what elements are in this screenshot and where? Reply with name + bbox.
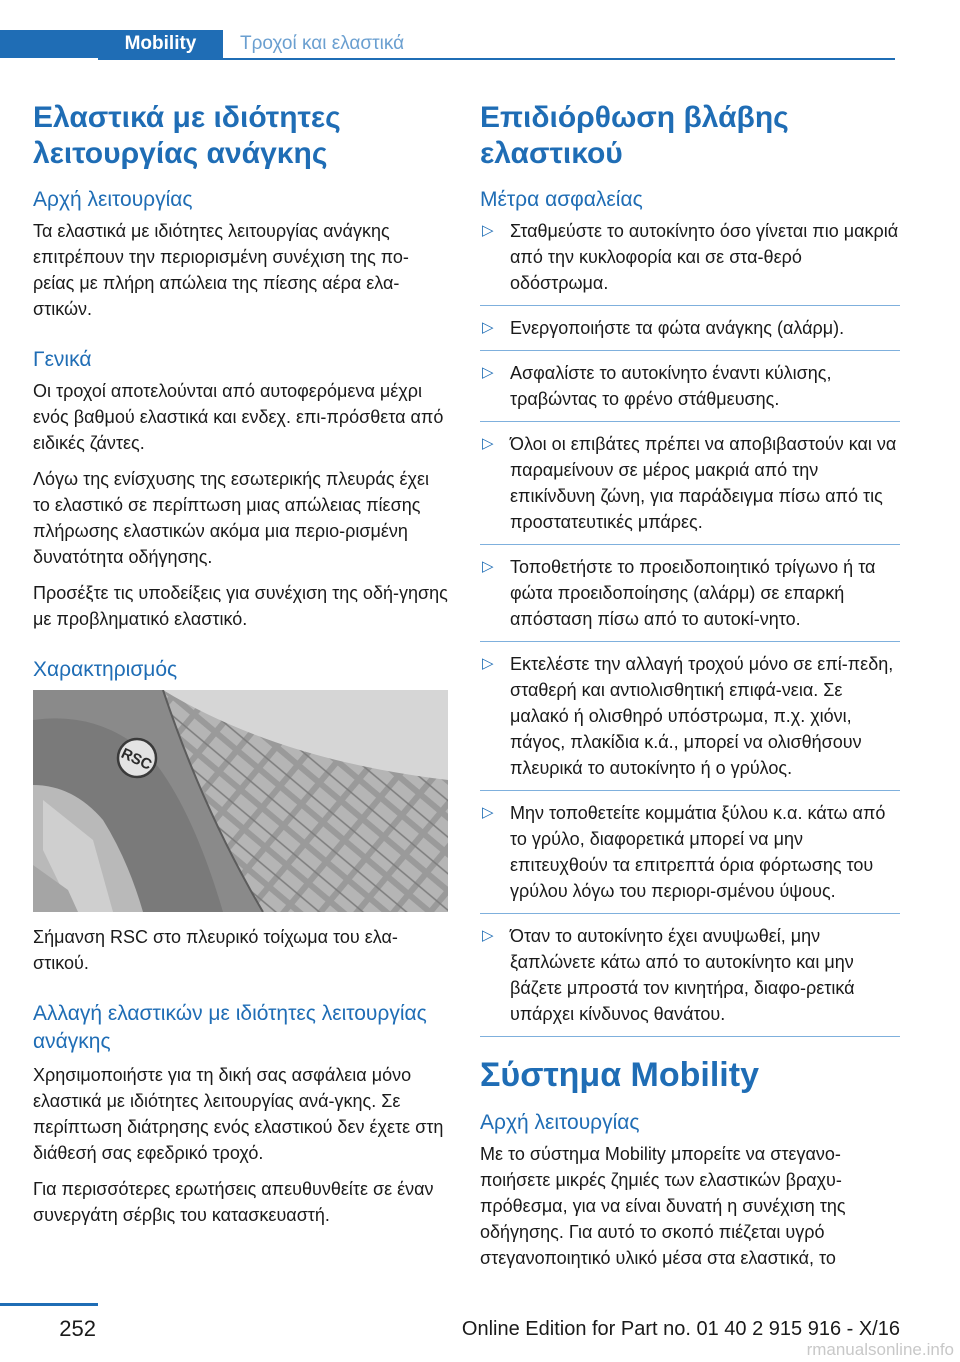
mobility-text: Με το σύστημα Mobility μπορείτε να στεγανο-ποιήσετε μικρές ζημιές των ελαστικών βραχυ-πρόθεσμα, για να είναι δυνατή η συνέχιση της οδήγησης. Για αυτό το σκοπό πιέζεται υγρό στεγανοποιητικό υλικό μέσα στα ελαστικά, το	[480, 1144, 846, 1268]
run-flat-title: Ελαστικά με ιδιότητες λειτουργίας ανάγκης	[33, 101, 341, 170]
list-item: ▷ Ενεργοποιήστε τα φώτα ανάγκης (αλάρμ).	[480, 315, 900, 351]
bullet-arrow-icon: ▷	[482, 558, 494, 575]
header-section-title: Τροχοί και ελαστικά	[240, 33, 405, 54]
general-text-3: Προσέξτε τις υποδείξεις για συνέχιση της οδή-γησης με προβληματικό ελαστικό.	[33, 583, 448, 629]
header-rule	[98, 58, 895, 60]
principle-text: Τα ελαστικά με ιδιότητες λειτουργίας ανάγκης επιτρέπουν την περιορισμένη συνέχιση της πο-ρείας με πλήρη απώλεια της πίεσης αέρα ελα-στικών.	[33, 221, 409, 319]
footer-watermark: rmanualsonline.info	[806, 1340, 954, 1359]
bullet-arrow-icon: ▷	[482, 927, 494, 944]
general-text-2: Λόγω της ενίσχυσης της εσωτερικής πλευράς έχει το ελαστικό σε περίπτωση μιας απώλειας πίεσης πλήρωσης ελαστικών ακόμα μια περιο-ρισμένη δυνατότητα οδήγησης.	[33, 469, 429, 567]
footer-rule	[0, 1303, 98, 1306]
left-column	[33, 100, 448, 1238]
safety-list	[480, 218, 900, 1037]
tire-change-text-1: Χρησιμοποιήστε για τη δική σας ασφάλεια μόνο ελαστικά με ιδιότητες λειτουργίας ανά-γκης. Σε περίπτωση διάτρησης ενός ελαστικού δεν έχετε στη διάθεσή σας εφεδρικό τροχό.	[33, 1065, 444, 1163]
list-item: ▷ Εκτελέστε την αλλαγή τροχού μόνο σε επί-πεδη, σταθερή και αντιολισθητική επιφά-νεια. Σε μαλακό ή ολισθηρό υπόστρωμα, π.χ. χιόνι, πάγος, πλακίδια κ.ά., μπορεί να ολισθήσουν πλευρικά το αυτοκίνητο ή ο γρύλος.	[480, 651, 900, 791]
rsc-badge-text: RSC	[118, 744, 155, 774]
list-item: ▷ Μην τοποθετείτε κομμάτια ξύλου κ.α. κάτω από το γρύλο, διαφορετικά μπορεί να μην επιτευχθούν τα επιτρεπτά όρια φόρτωσης του γρύλου λόγω του περιορι-σμένου ύψους.	[480, 800, 900, 914]
marking-heading: Χαρακτηρισμός	[33, 658, 178, 681]
bullet-arrow-icon: ▷	[482, 364, 494, 381]
page-number: 252	[59, 1316, 96, 1341]
mobility-principle-heading: Αρχή λειτουργίας	[480, 1111, 640, 1134]
bullet-arrow-icon: ▷	[482, 319, 494, 336]
right-column	[480, 100, 900, 1281]
marking-caption: Σήμανση RSC στο πλευρικό τοίχωμα του ελα-στικού.	[33, 927, 398, 973]
safety-heading: Μέτρα ασφαλείας	[480, 188, 643, 211]
tire-change-text-2: Για περισσότερες ερωτήσεις απευθυνθείτε σε έναν συνεργάτη σέρβις του κατασκευαστή.	[33, 1179, 434, 1225]
header-accent-bar	[0, 30, 98, 58]
general-heading: Γενικά	[33, 348, 92, 371]
bullet-arrow-icon: ▷	[482, 435, 494, 452]
list-item: ▷ Όλοι οι επιβάτες πρέπει να αποβιβαστούν και να παραμείνουν σε μέρος μακριά από την επικίνδυνη ζώνη, για παράδειγμα πίσω από τις προστατευτικές μπάρες.	[480, 431, 900, 545]
mobility-title: Σύστημα Mobility	[480, 1056, 759, 1094]
repair-title: Επιδιόρθωση βλάβης ελαστικού	[480, 101, 789, 170]
tire-sidewall-icon	[33, 690, 448, 912]
tire-change-heading: Αλλαγή ελαστικών με ιδιότητες λειτουργίας ανάγκης	[33, 1002, 427, 1053]
header-chapter-tab: Mobility	[98, 30, 223, 58]
bullet-arrow-icon: ▷	[482, 804, 494, 821]
list-item: ▷ Σταθμεύστε το αυτοκίνητο όσο γίνεται πιο μακριά από την κυκλοφορία και σε στα-θερό οδόστρωμα.	[480, 218, 900, 306]
tire-rsc-illustration	[33, 690, 448, 912]
principle-heading: Αρχή λειτουργίας	[33, 188, 193, 211]
footer-edition-text: Online Edition for Part no. 01 40 2 915 916 - X/16	[461, 1318, 900, 1340]
list-item: ▷ Όταν το αυτοκίνητο έχει ανυψωθεί, μην ξαπλώνετε κάτω από το αυτοκίνητο και μην βάζετε μπροστά τον κινητήρα, διαφο-ρετικά υπάρχει κίνδυνος θανάτου.	[480, 923, 900, 1037]
bullet-arrow-icon: ▷	[482, 655, 494, 672]
list-item: ▷ Ασφαλίστε το αυτοκίνητο έναντι κύλισης, τραβώντας το φρένο στάθμευσης.	[480, 360, 900, 422]
general-text-1: Οι τροχοί αποτελούνται από αυτοφερόμενα μέχρι ενός βαθμού ελαστικά και ενδεχ. επι-πρόσθετα από ειδικές ζάντες.	[33, 381, 444, 453]
list-item: ▷ Τοποθετήστε το προειδοποιητικό τρίγωνο ή τα φώτα προειδοποίησης (αλάρμ) σε επαρκή απόσταση πίσω από το αυτοκί-νητο.	[480, 554, 900, 642]
bullet-arrow-icon: ▷	[482, 222, 494, 239]
